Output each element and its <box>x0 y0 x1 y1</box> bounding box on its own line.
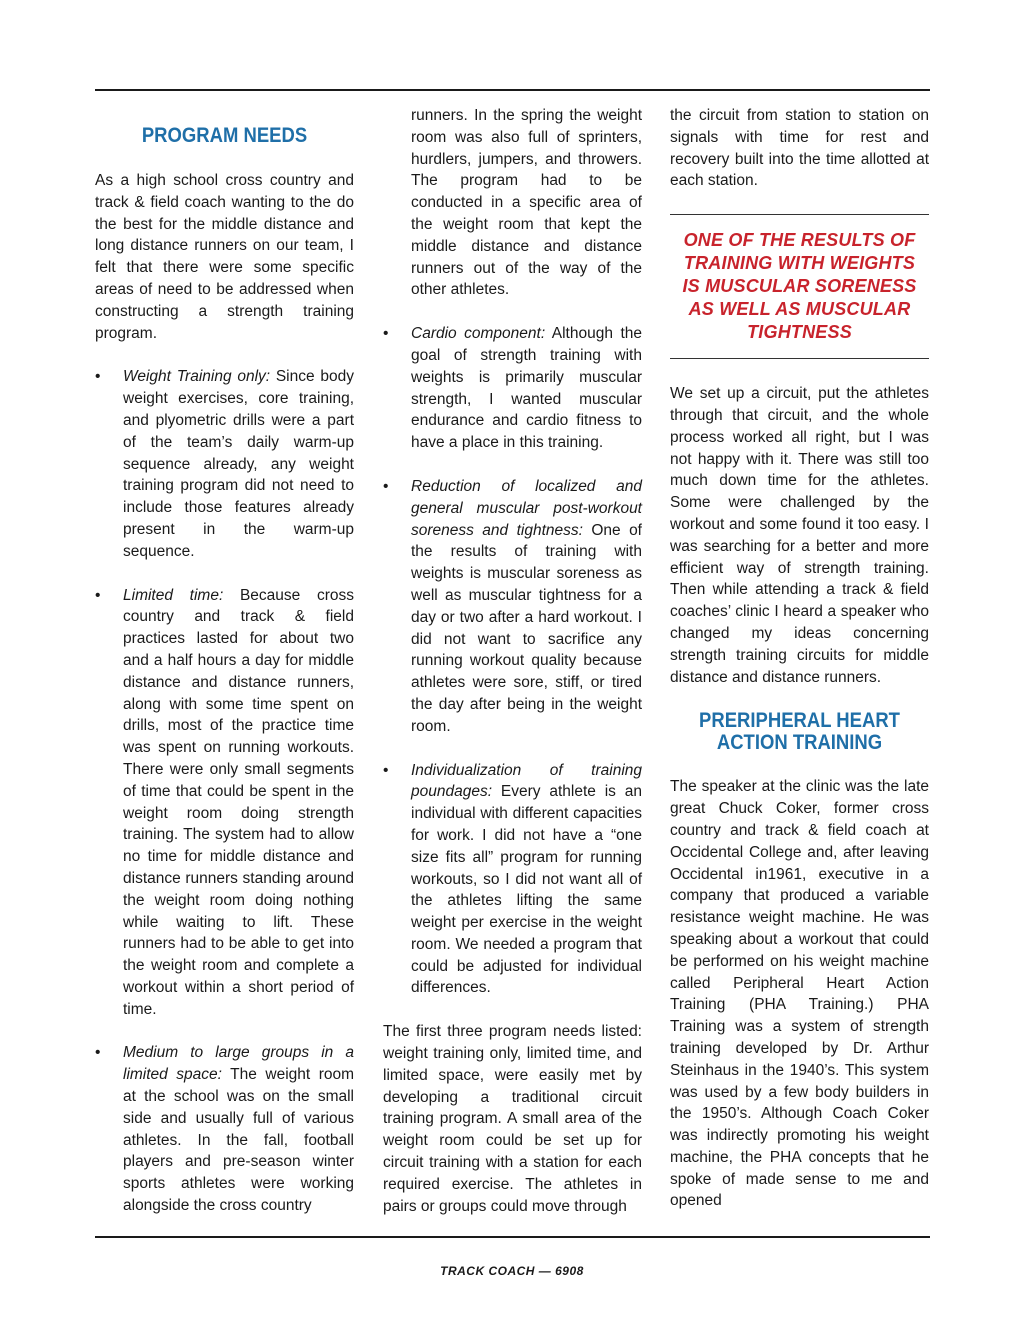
list-item <box>95 1042 354 1216</box>
program-needs-list <box>95 366 354 1216</box>
bullet-icon: • <box>95 1044 101 1062</box>
list-item <box>383 476 642 738</box>
list-item-term: Limited time: <box>123 586 224 604</box>
list-item-text: Every athlete is an individual with different capacities for work. I did not have a “one size fits all” program for running workouts, so I did not want all of the athletes lifting the same weight per exercise in the weight room. We needed a program that could be adjusted for individual differences. <box>411 783 642 997</box>
list-item-term: Reduction of localized and general muscular post-workout soreness and tightness: <box>411 477 642 539</box>
list-item-term: Weight Training only: <box>123 368 271 386</box>
list-item-text: Because cross country and track & field practices lasted for about two and a half hours a day for middle distance and distance runners, along with some time spent on drills, most of the practice time was spent on running workouts. There were only small segments of time that could be spent in the weight room doing strength training. The system had to allow no time for middle distance and distance runners standing around the weight room doing nothing while waiting to lift. These runners had to be able to get into the weight room and complete a workout within a short period of time. <box>123 586 354 1018</box>
continued-paragraph: the circuit from station to station on signals with time for rest and recovery built into the time allotted at each station. <box>670 107 929 190</box>
list-item <box>95 366 354 562</box>
list-item <box>95 585 354 1021</box>
top-rule <box>95 89 930 91</box>
section-heading-program-needs: PROGRAM NEEDS <box>141 124 308 147</box>
list-item-text: Since body weight exercises, core training, and plyometric drills were a part of the team’s daily warm-up sequence already, any weight training program did not need to include those features already present in the warm-up sequence. <box>123 368 354 560</box>
list-item-text: One of the results of training with weights is muscular soreness as well as muscular tightness for a day or two after a hard workout. I did not want to sacrifice any running workout quality because athletes were sore, stiff, or tired the day after being in the weight room. <box>411 521 642 735</box>
list-item-text: runners. In the spring the weight room was also full of sprinters, hurdlers, jumpers, and throwers. The program had to be conducted in a specific area of the weight room that kept the middle distance and distance runners out of the way of the other athletes. <box>411 107 642 299</box>
column-3 <box>670 105 929 1234</box>
bottom-rule <box>95 1236 930 1238</box>
bullet-icon: • <box>95 368 101 386</box>
bullet-icon: • <box>383 761 389 779</box>
closing-paragraph: The first three program needs listed: weight training only, limited time, and limited space, were easily met by developing a traditional circuit training program. A small area of the weight room could be set up for circuit training with a station for each required exercise. The athletes in pairs or groups could move through <box>383 1023 642 1215</box>
continued-list <box>383 105 642 999</box>
list-item-text: The weight room at the school was on the small side and usually full of various athletes. In the fall, football players and pre-season winter sports athletes were working alongside the cross country <box>123 1066 355 1215</box>
column-1 <box>95 105 354 1239</box>
list-item-text: Although the goal of strength training with weights is primarily muscular strength, I wanted muscular endurance and cardio fitness to have a place in this training. <box>411 325 642 452</box>
list-item-term: Medium to large groups in a limited space: <box>123 1044 354 1084</box>
page-footer: TRACK COACH — 6908 <box>440 1264 584 1278</box>
list-item-continued <box>383 105 642 301</box>
bullet-icon: • <box>95 586 101 604</box>
bullet-icon: • <box>383 325 389 343</box>
pull-quote <box>670 214 929 359</box>
circuit-paragraph: We set up a circuit, put the athletes through that circuit, and the whole process worked all right, but I was not happy with it. There was still too much down time for the athletes. Some were challenged by the workout and some found it too easy. I was searching for a better and more efficient way of strength training. Then while attending a track & field coaches’ clinic I heard a speaker who changed my ideas concerning strength training circuits for middle distance and distance runners. <box>670 385 929 686</box>
list-item-term: Individualization of training poundages: <box>411 761 642 801</box>
column-2 <box>383 105 642 1239</box>
list-item-term: Cardio component: <box>411 325 546 343</box>
list-item <box>383 323 642 454</box>
list-item <box>383 760 642 1000</box>
intro-paragraph: As a high school cross country and track & field coach wanting to the do the best for the middle distance and long distance runners on our team, I felt that there were some specific areas of need to be addressed when constructing a strength training program. <box>95 172 354 342</box>
pha-paragraph: The speaker at the clinic was the late great Chuck Coker, former cross country and track & field coach at Occidental College and, after leaving Occidental in1961, executive in a company that produced a variable resistance weight machine. He was speaking about a workout that could be performed on his weight machine called Peripheral Heart Action Training (PHA Training.) PHA Training was a system of strength training developed by Dr. Arthur Steinhaus in the 1940’s. This system was used by a few body builders in the 1950’s. Although Coach Coker was indirectly promoting his weight machine, the PHA concepts that he spoke of made sense to me and opened <box>670 778 929 1210</box>
pull-quote-text: ONE OF THE RESULTS OF TRAINING WITH WEIGHTS IS MUSCULAR SORENESS AS WELL AS MUSCULAR TIGHTNESS <box>682 230 917 343</box>
bullet-icon: • <box>383 477 389 495</box>
section-heading-pha-training: PRERIPHERAL HEART ACTION TRAINING <box>699 709 900 755</box>
